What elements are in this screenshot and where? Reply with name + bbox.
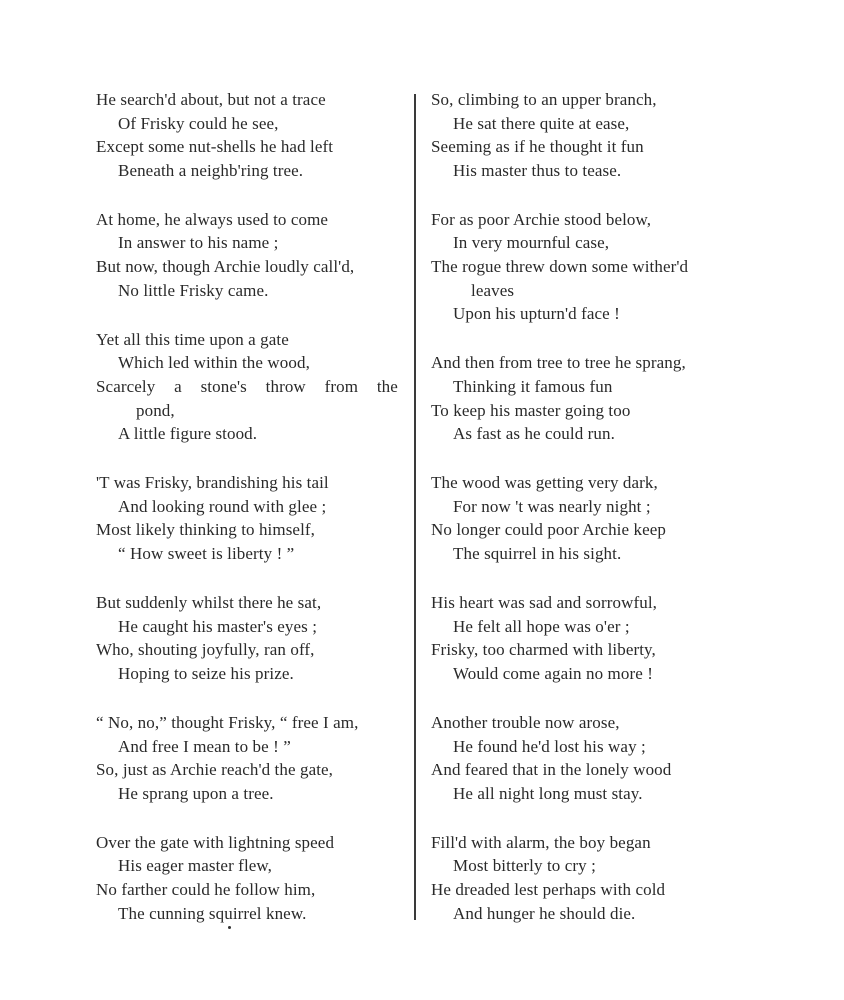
verse-line: Beneath a neighb'ring tree. bbox=[118, 160, 304, 180]
verse-line: Frisky, too charmed with liberty, bbox=[431, 640, 656, 660]
verse-line: In very mournful case, bbox=[453, 233, 610, 253]
verse-line: In answer to his name ; bbox=[118, 233, 279, 253]
verse-line: He search'd about, but not a trace bbox=[96, 90, 326, 109]
verse-line: Over the gate with lightning speed bbox=[96, 832, 335, 852]
stanza bbox=[96, 208, 408, 302]
verse-line: His master thus to tease. bbox=[453, 160, 622, 180]
verse-line: And feared that in the lonely wood bbox=[431, 760, 672, 780]
stanza bbox=[431, 351, 743, 445]
verse-line: His heart was sad and sorrowful, bbox=[431, 593, 658, 613]
verse-line: Upon his upturn'd face ! bbox=[453, 304, 620, 324]
verse-line bbox=[96, 375, 398, 399]
stanza bbox=[96, 591, 408, 685]
stanza bbox=[431, 88, 743, 182]
verse-line: Who, shouting joyfully, ran off, bbox=[96, 640, 315, 660]
verse-line: He sprang upon a tree. bbox=[118, 783, 274, 803]
stanza bbox=[96, 831, 408, 925]
verse-line: Except some nut-shells he had left bbox=[96, 137, 334, 157]
verse-line: To keep his master going too bbox=[431, 400, 631, 420]
verse-line: He all night long must stay. bbox=[453, 783, 643, 803]
verse-line: Of Frisky could he see, bbox=[118, 113, 279, 133]
verse-line: Would come again no more ! bbox=[453, 663, 653, 683]
stanza bbox=[431, 711, 743, 805]
stanza bbox=[431, 591, 743, 685]
stanza bbox=[431, 208, 743, 326]
stanza bbox=[96, 328, 408, 446]
verse-line: “ How sweet is liberty ! ” bbox=[118, 544, 295, 563]
verse-line: But suddenly whilst there he sat, bbox=[96, 593, 322, 613]
verse-line: Which led within the wood, bbox=[118, 353, 310, 373]
verse-line: No little Frisky came. bbox=[118, 280, 269, 300]
stanza bbox=[96, 711, 408, 805]
verse-line: Hoping to seize his prize. bbox=[118, 663, 294, 683]
verse-line: So, climbing to an upper branch, bbox=[431, 90, 657, 109]
verse-line: But now, though Archie loudly call'd, bbox=[96, 257, 355, 277]
verse-line: Seeming as if he thought it fun bbox=[431, 137, 644, 157]
verse-line: For now 't was nearly night ; bbox=[453, 496, 651, 516]
stanza bbox=[431, 471, 743, 565]
verse-line: And looking round with glee ; bbox=[118, 496, 327, 516]
verse-word: the bbox=[376, 376, 398, 396]
verse-line: The rogue threw down some wither'd bbox=[431, 257, 689, 277]
stanza bbox=[96, 471, 408, 565]
column-divider bbox=[414, 94, 416, 920]
verse-line: The cunning squirrel knew. bbox=[118, 903, 307, 923]
verse-line: Yet all this time upon a gate bbox=[96, 329, 289, 349]
ink-speck bbox=[228, 926, 231, 929]
verse-line: He sat there quite at ease, bbox=[453, 113, 630, 133]
verse-line: “ No, no,” thought Frisky, “ free I am, bbox=[96, 712, 359, 732]
right-column bbox=[431, 88, 743, 925]
verse-line-continuation: pond, bbox=[136, 400, 175, 420]
verse-line: He caught his master's eyes ; bbox=[118, 616, 318, 636]
stanza bbox=[96, 88, 408, 182]
verse-line: At home, he always used to come bbox=[96, 209, 329, 229]
verse-line: He felt all hope was o'er ; bbox=[453, 616, 630, 636]
verse-word: Scarcely bbox=[96, 376, 156, 396]
verse-line: Another trouble now arose, bbox=[431, 712, 620, 732]
verse-line: His eager master flew, bbox=[118, 856, 273, 876]
verse-line: And then from tree to tree he sprang, bbox=[431, 353, 686, 373]
verse-word: stone's bbox=[200, 376, 247, 396]
verse-line: And free I mean to be ! ” bbox=[118, 736, 291, 756]
verse-line: No farther could he follow him, bbox=[96, 880, 316, 900]
verse-line: The squirrel in his sight. bbox=[453, 544, 622, 563]
verse-word: from bbox=[324, 376, 359, 396]
verse-line-continuation: leaves bbox=[471, 280, 515, 300]
verse-line: Most likely thinking to himself, bbox=[96, 520, 316, 540]
verse-line: Thinking it famous fun bbox=[453, 376, 613, 396]
verse-line: Fill'd with alarm, the boy began bbox=[431, 832, 651, 852]
verse-word: a bbox=[174, 376, 182, 396]
verse-line: 'T was Frisky, brandishing his tail bbox=[96, 473, 329, 493]
verse-line: And hunger he should die. bbox=[453, 903, 636, 923]
verse-word: throw bbox=[265, 376, 306, 396]
verse-line: For as poor Archie stood below, bbox=[431, 209, 652, 229]
verse-line: No longer could poor Archie keep bbox=[431, 520, 666, 540]
stanza bbox=[431, 831, 743, 925]
verse-line: As fast as he could run. bbox=[453, 424, 615, 444]
left-column bbox=[96, 88, 408, 925]
verse-line: So, just as Archie reach'd the gate, bbox=[96, 760, 334, 780]
verse-line: He dreaded lest perhaps with cold bbox=[431, 880, 666, 900]
verse-line: A little figure stood. bbox=[118, 424, 258, 444]
verse-line: The wood was getting very dark, bbox=[431, 473, 658, 493]
verse-line: Most bitterly to cry ; bbox=[453, 856, 596, 876]
verse-line: He found he'd lost his way ; bbox=[453, 736, 646, 756]
